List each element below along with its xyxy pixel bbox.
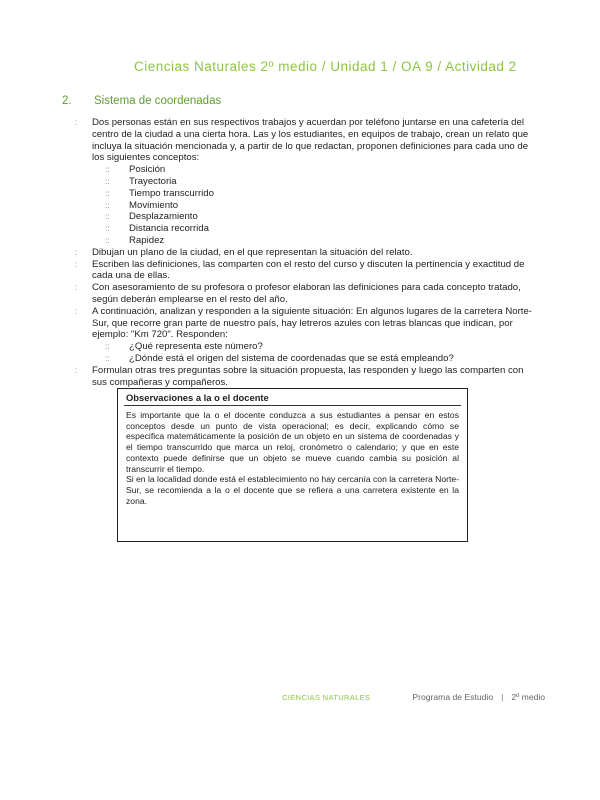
footer-grade: 2º medio [511,692,546,702]
concept-item [92,188,535,200]
bullet-icon: : [75,306,78,316]
concept-label: Rapidez [129,234,165,246]
teacher-notes-box [117,388,468,542]
activity-item [75,259,535,283]
page-footer [282,692,545,702]
sub-bullet-icon: :: [105,224,110,234]
activity-item-text: Dos personas están en sus respectivos trabajos y acuerdan por teléfono juntarse en una cafetería del centro de la ciudad a una cierta hora. Las y los estudiantes, en equipos de trabajo, crean un relato que incluya la situación mencionada y, a partir de lo que redactan, proponen definiciones para cada uno de los siguientes conceptos: [92,117,529,164]
concept-item [92,235,535,247]
question-item [92,353,535,365]
concept-item [92,223,535,235]
bullet-icon: : [75,118,78,127]
teacher-notes-body [118,406,467,506]
bullet-icon: : [75,247,78,257]
activity-item [75,247,535,259]
activity-item-text: A continuación, analizan y responden a la siguiente situación: En algunos lugares de la carretera Norte-Sur, que recorre gran parte de nuestro país, hay letreros azules con letras blancas que indican, por ejemplo: "Km 720". Responden: [92,305,532,341]
activity-item [75,282,535,306]
footer-program: Programa de Estudio [412,692,494,702]
bullet-icon: : [75,283,78,293]
teacher-notes-paragraph: Si en la localidad donde está el establecimiento no hay cercanía con la carretera Norte-Sur, se recomienda a la o el docente que se refiera a una carretera existente en la zona. [126,474,459,506]
activity-item-text: Dibujan un plano de la ciudad, en el que representan la situación del relato. [92,246,413,258]
bullet-icon: : [75,259,78,269]
section-number: 2. [62,95,72,107]
concept-item [92,211,535,223]
sub-bullet-icon: :: [105,235,110,245]
section-title-text: Sistema de coordenadas [94,95,222,107]
concept-label: Distancia recorrida [129,223,209,235]
concept-item [92,164,535,176]
sub-bullet-icon: :: [105,212,110,222]
concept-label: Trayectoria [129,175,177,187]
activity-list [75,117,535,388]
concept-label: Movimiento [129,199,179,211]
footer-subject: CIENCIAS NATURALES [282,693,371,702]
question-label: ¿Dónde está el origen del sistema de coordenadas que se está empleando? [129,352,454,364]
concept-item [92,176,535,188]
question-item [92,341,535,353]
bullet-icon: : [75,365,78,375]
teacher-notes-paragraph: Es importante que la o el docente conduzca a sus estudiantes a pensar en estos conceptos desde un punto de vista operacional; es decir, explicando cómo se especifica matemáticamente la posición de un objeto en un sistema de coordenadas y el tiempo transcurrido que marca un reloj, cronómetro o calendario; y que en este contexto puede definirse que un objeto se mueve cuando cambia su posición al transcurrir el tiempo. [126,410,459,474]
sub-bullet-icon: :: [105,353,110,363]
concept-item [92,200,535,212]
activity-item [75,306,535,365]
section-title [62,95,221,107]
concept-label: Tiempo transcurrido [129,187,214,199]
page-header-title: Ciencias Naturales 2º medio / Unidad 1 / OA 9 / Actividad 2 [134,59,517,74]
footer-separator: | [501,692,504,702]
activity-item [75,117,535,247]
sub-bullet-icon: :: [105,200,110,210]
activity-item-text: Formulan otras tres preguntas sobre la situación propuesta, las responden y luego las comparten con sus compañeras y compañeros. [92,364,524,388]
teacher-notes-title: Observaciones a la o el docente [124,389,461,406]
activity-item-text: Escriben las definiciones, las comparten con el resto del curso y discuten la pertinencia y exactitud de cada una de ellas. [92,258,525,282]
question-label: ¿Qué representa este número? [129,341,263,353]
activity-item-text: Con asesoramiento de su profesora o profesor elaboran las definiciones para cada concepto tratado, según deberán emplearse en el resto del año. [92,282,521,305]
sub-bullet-icon: :: [105,342,110,352]
sub-bullet-icon: :: [105,165,110,175]
concept-label: Desplazamiento [129,211,198,223]
sub-bullet-icon: :: [105,176,110,186]
concept-label: Posición [129,164,166,176]
sub-bullet-icon: :: [105,188,110,198]
activity-item [75,365,535,389]
